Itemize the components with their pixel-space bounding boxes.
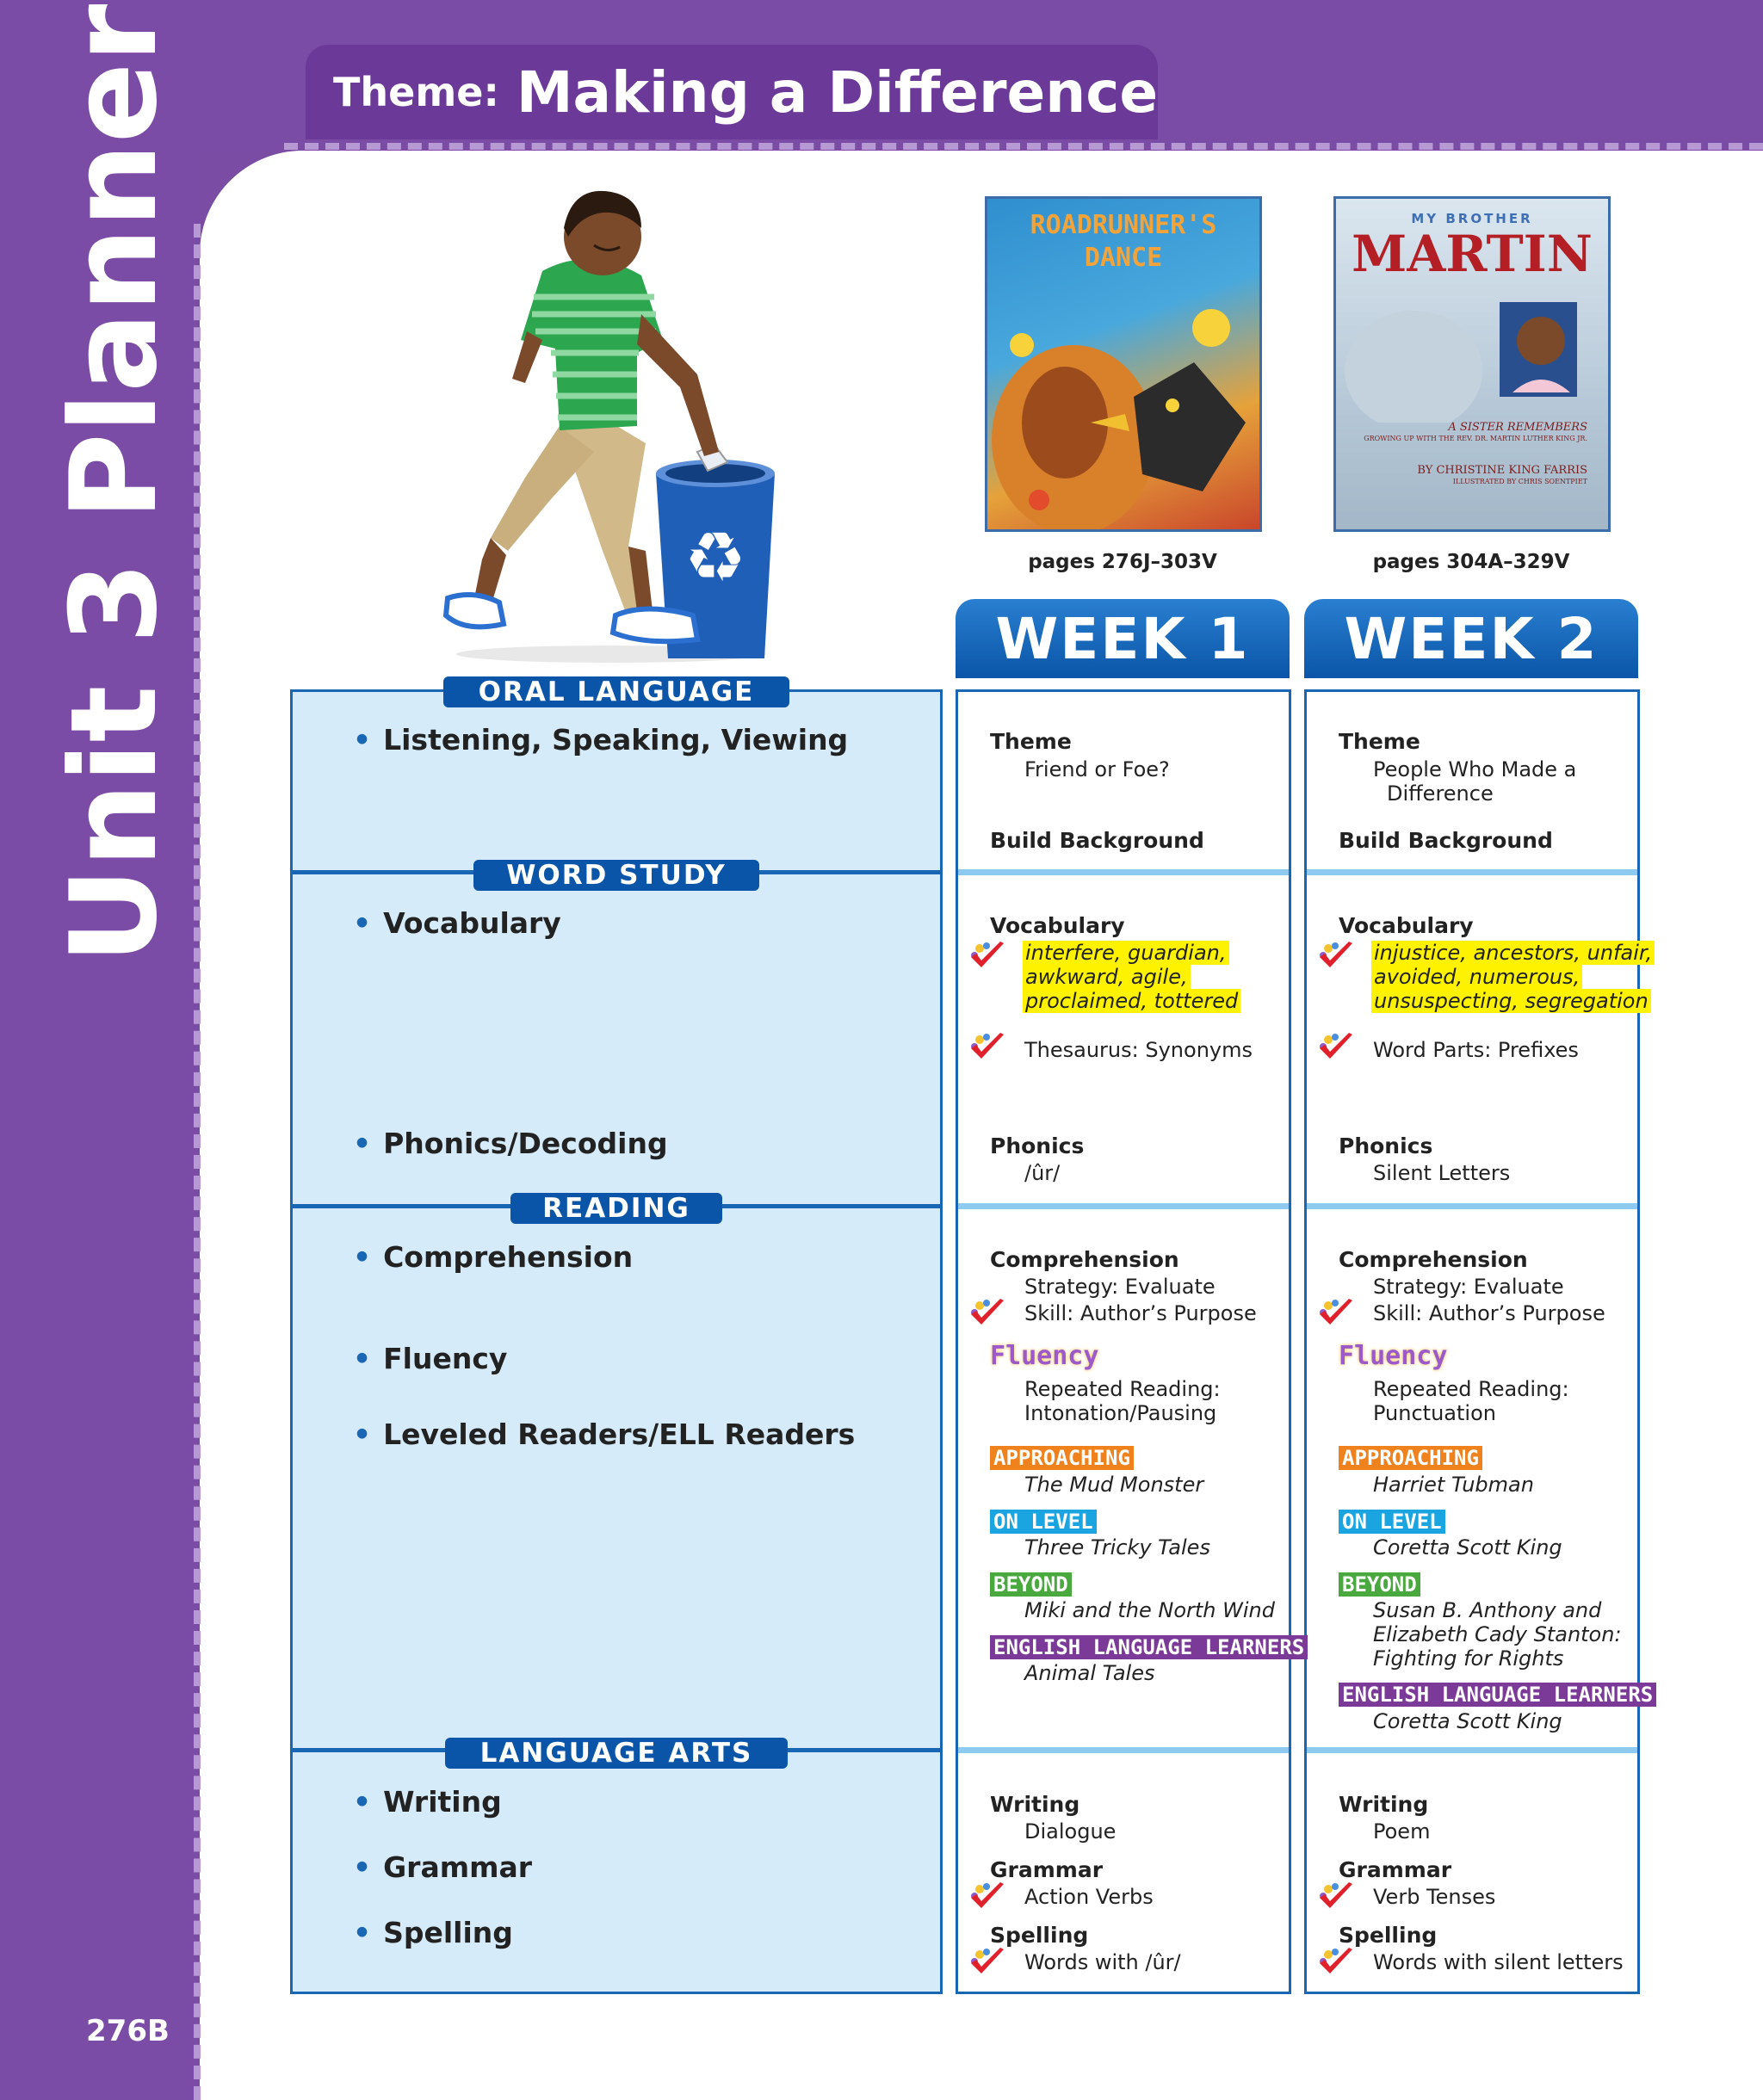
w2-beyond-title: Susan B. Anthony and Elizabeth Cady Stanton: Fighting for Rights — [1373, 1598, 1622, 1671]
book2-cover-author: BY CHRISTINE KING FARRIS — [1417, 464, 1587, 477]
w2-skill: Skill: Author’s Purpose — [1373, 1301, 1605, 1325]
bullet-fluency: • Fluency — [353, 1342, 508, 1375]
book2-cover-subtitle: A SISTER REMEMBERS — [1448, 421, 1587, 434]
w1-beyond-tag: BEYOND — [990, 1572, 1072, 1597]
week1-divider-3 — [958, 1747, 1289, 1753]
w2-grammar-heading: Grammar — [1339, 1857, 1452, 1882]
w1-fluency-text: Repeated Reading: Intonation/Pausing — [1024, 1377, 1221, 1425]
book1-cover-art — [987, 293, 1259, 529]
w1-grammar-check-icon — [968, 1881, 1007, 1912]
w2-beyond-tag: BEYOND — [1339, 1572, 1420, 1597]
w1-build-background: Build Background — [990, 828, 1204, 853]
w2-spelling-value: Words with silent letters — [1373, 1950, 1624, 1974]
section-reading: READING — [510, 1193, 722, 1224]
w2-ell-tag: ENGLISH LANGUAGE LEARNERS — [1339, 1683, 1656, 1707]
w1-writing-heading: Writing — [990, 1792, 1080, 1817]
bullet-leveled-readers: • Leveled Readers/ELL Readers — [353, 1418, 856, 1451]
w1-approaching-tag: APPROACHING — [990, 1446, 1134, 1470]
w1-phonics-heading: Phonics — [990, 1133, 1085, 1158]
book-cover-roadrunners-dance — [985, 196, 1262, 532]
boy-recycling-illustration — [430, 168, 792, 667]
w1-on-level-title: Three Tricky Tales — [1024, 1535, 1210, 1560]
w2-spelling-check-icon — [1316, 1946, 1356, 1977]
theme-tab — [306, 45, 1158, 139]
bullet-writing: • Writing — [353, 1785, 502, 1819]
w1-spelling-heading: Spelling — [990, 1923, 1089, 1948]
w2-phonics-heading: Phonics — [1339, 1133, 1433, 1158]
week2-divider-3 — [1307, 1747, 1637, 1753]
w1-grammar-value: Action Verbs — [1024, 1885, 1154, 1909]
w2-comprehension-heading: Comprehension — [1339, 1247, 1528, 1272]
w1-skill: Skill: Author’s Purpose — [1024, 1301, 1257, 1325]
book1-cover-title: ROADRUNNER'S DANCE — [1030, 210, 1217, 273]
book2-cover-illustrator: ILLUSTRATED BY CHRIS SOENTPIET — [1452, 478, 1587, 485]
book2-pages: pages 304A–329V — [1372, 551, 1570, 573]
section-language-arts: LANGUAGE ARTS — [445, 1738, 788, 1769]
w2-fluency-logo: Fluency — [1339, 1341, 1448, 1371]
w1-beyond-title: Miki and the North Wind — [1024, 1598, 1275, 1622]
theme-label: Theme: — [333, 69, 499, 115]
book-cover-my-brother-martin — [1333, 196, 1611, 532]
w2-vocabulary-heading: Vocabulary — [1339, 913, 1474, 938]
bullet-comprehension: • Comprehension — [353, 1240, 634, 1274]
w2-vocab-words: injustice, ancestors, unfair, avoided, numerous, unsuspecting, segregation — [1371, 941, 1655, 1013]
week1-divider-1 — [958, 869, 1289, 875]
bullet-vocabulary: • Vocabulary — [353, 906, 561, 940]
week1-divider-2 — [958, 1203, 1289, 1209]
page-number: 276B — [86, 2014, 170, 2048]
w1-vocabulary-heading: Vocabulary — [990, 913, 1125, 938]
w1-phonics-value: /ûr/ — [1024, 1161, 1061, 1185]
w2-prefixes-check-icon — [1316, 1031, 1356, 1062]
w2-approaching-tag: APPROACHING — [1339, 1446, 1482, 1470]
w1-spelling-value: Words with /ûr/ — [1024, 1950, 1181, 1974]
w2-theme-heading: Theme — [1339, 729, 1420, 754]
stitch-border-left — [194, 224, 201, 2100]
w1-on-level-tag: ON LEVEL — [990, 1510, 1097, 1534]
stitch-border-top — [284, 143, 1763, 150]
bullet-spelling: • Spelling — [353, 1916, 513, 1949]
book2-cover-title: MARTIN — [1352, 225, 1593, 283]
w2-theme-value: People Who Made a Difference — [1373, 757, 1577, 806]
bullet-grammar: • Grammar — [353, 1850, 533, 1884]
w1-vocab-strategy: Thesaurus: Synonyms — [1024, 1038, 1253, 1062]
w1-comprehension-heading: Comprehension — [990, 1247, 1179, 1272]
w1-ell-tag: ENGLISH LANGUAGE LEARNERS — [990, 1635, 1308, 1659]
book2-cover-top: MY BROTHER — [1411, 211, 1533, 226]
w2-ell-title: Coretta Scott King — [1373, 1709, 1562, 1733]
w2-skill-check-icon — [1316, 1297, 1356, 1328]
w1-approaching-title: The Mud Monster — [1024, 1473, 1204, 1497]
w1-theme-value: Friend or Foe? — [1024, 757, 1170, 781]
w2-vocab-check-icon — [1316, 940, 1356, 971]
svg-text:♻: ♻ — [684, 517, 746, 597]
w2-strategy: Strategy: Evaluate — [1373, 1275, 1564, 1299]
section-oral-language: ORAL LANGUAGE — [443, 676, 789, 707]
unit-title: Unit 3 Planner — [45, 3, 183, 964]
w1-writing-value: Dialogue — [1024, 1819, 1117, 1844]
week2-divider-2 — [1307, 1203, 1637, 1209]
w2-vocab-strategy: Word Parts: Prefixes — [1373, 1038, 1579, 1062]
w1-thesaurus-check-icon — [968, 1031, 1007, 1062]
w1-skill-check-icon — [968, 1297, 1007, 1328]
w2-fluency-text: Repeated Reading: Punctuation — [1373, 1377, 1569, 1425]
book2-cover-art — [1336, 293, 1608, 423]
w1-theme-heading: Theme — [990, 729, 1072, 754]
w1-ell-title: Animal Tales — [1024, 1661, 1155, 1685]
w2-writing-heading: Writing — [1339, 1792, 1429, 1817]
w2-writing-value: Poem — [1373, 1819, 1431, 1844]
w2-approaching-title: Harriet Tubman — [1373, 1473, 1534, 1497]
bullet-listening: • Listening, Speaking, Viewing — [353, 723, 849, 757]
book1-pages: pages 276J–303V — [1028, 551, 1217, 573]
w1-strategy: Strategy: Evaluate — [1024, 1275, 1216, 1299]
w2-phonics-value: Silent Letters — [1373, 1161, 1511, 1185]
w1-spelling-check-icon — [968, 1946, 1007, 1977]
w2-on-level-tag: ON LEVEL — [1339, 1510, 1445, 1534]
w2-grammar-check-icon — [1316, 1881, 1356, 1912]
bullet-phonics: • Phonics/Decoding — [353, 1127, 668, 1160]
w1-vocab-check-icon — [968, 940, 1007, 971]
w2-spelling-heading: Spelling — [1339, 1923, 1438, 1948]
w1-vocab-words: interfere, guardian, awkward, agile, proclaimed, tottered — [1023, 941, 1240, 1013]
w2-on-level-title: Coretta Scott King — [1373, 1535, 1562, 1560]
section-word-study: WORD STUDY — [473, 860, 759, 891]
book2-cover-subtitle2: GROWING UP WITH THE REV. DR. MARTIN LUTHER KING JR. — [1364, 435, 1587, 442]
w1-grammar-heading: Grammar — [990, 1857, 1104, 1882]
w1-fluency-logo: Fluency — [990, 1341, 1099, 1371]
week-1-tab: WEEK 1 — [956, 599, 1290, 678]
week2-divider-1 — [1307, 869, 1637, 875]
week-2-tab: WEEK 2 — [1304, 599, 1638, 678]
w2-grammar-value: Verb Tenses — [1373, 1885, 1496, 1909]
theme-title: Making a Difference — [516, 59, 1159, 126]
w2-build-background: Build Background — [1339, 828, 1553, 853]
